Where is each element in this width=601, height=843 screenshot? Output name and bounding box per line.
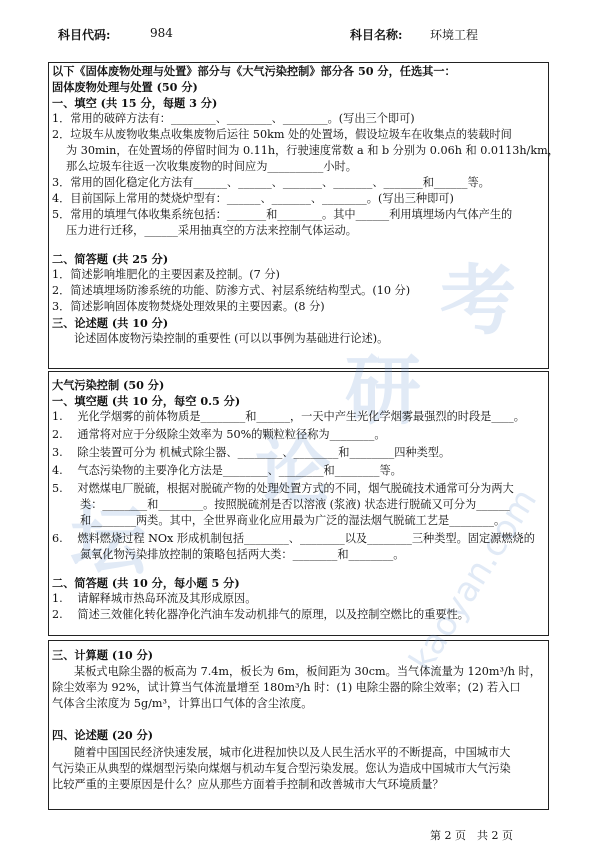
- watermark-char: 坛: [70, 496, 146, 585]
- air-pollution-title: 大气污染控制 (50 分): [52, 378, 165, 392]
- air-fill-q2: 2. 通常将对应于分级除尘效率为 50%的颗粒粒径称为________。: [52, 428, 386, 441]
- solid-short-q3: 3．简述影响固体废物焚烧处理效果的主要因素。(8 分): [52, 300, 325, 313]
- calc-line1: 某板式电除尘器的板高为 7.4m，板长为 6m，板间距为 30cm。当气体流量为 120m³/h 时，: [74, 665, 541, 678]
- air-essay-heading: 四、论述题 (20 分): [52, 728, 154, 742]
- exam-header: [0, 26, 601, 46]
- air-fill-q5-line2: 类：________和________。按照脱硫剂是否以溶液 (浆液) 状态进行脱硫又可分为______: [80, 498, 510, 511]
- air-fill-q6-line1: 6. 燃料燃烧过程 NOx 形成机制包括________、________以及________三种类型。固定源燃烧的: [52, 532, 535, 545]
- calc-line2: 除尘效率为 92%，试计算当气体流量增至 180m³/h 时：(1) 电除尘器的除尘效率；(2) 若入口: [52, 681, 521, 694]
- air-essay-line3: 比较严重的主要原因是什么？应从那些方面着手控制和改善城市大气环境质量？: [52, 778, 444, 791]
- calc-heading: 三、计算题 (10 分): [52, 648, 154, 662]
- solid-waste-title: 固体废物处理与处置 (50 分): [52, 80, 198, 94]
- page-number: 第 2 页 共 2 页: [430, 829, 513, 842]
- solid-fill-q4: 4．目前国际上常用的焚烧炉型有：______、_______、________。(写出三种即可): [52, 192, 454, 205]
- solid-fill-heading: 一、填空 (共 15 分，每题 3 分): [52, 96, 218, 110]
- subject-code-value: 984: [150, 26, 173, 40]
- air-short-heading: 二、简答题 (共 10 分，每小题 5 分): [52, 576, 240, 590]
- watermark-char: 研: [345, 346, 421, 435]
- solid-fill-q1: 1．常用的破碎方法有：________、________、________。(写出三个即可): [52, 112, 415, 125]
- air-essay-line1: 随着中国国民经济快速发展，城市化进程加快以及人民生活水平的不断提高，中国城市大: [74, 746, 511, 759]
- air-fill-q5-line3: 和________两类。其中，全世界商业化应用最为广泛的湿法烟气脱硫工艺是________。: [80, 514, 506, 527]
- calc-line3: 气体含尘浓度为 5g/m³，计算出口气体的含尘浓度。: [52, 697, 313, 710]
- air-essay-line2: 气污染正从典型的煤烟型污染向煤烟与机动车复合型污染发展。您认为造成中国城市大气污染: [52, 762, 511, 775]
- subject-name-label: 科目名称:: [350, 28, 403, 42]
- air-fill-q6-line2: 氮氧化物污染排放控制的策略包括两大类：________和________。: [80, 548, 405, 561]
- watermark-char: 考: [440, 256, 516, 345]
- solid-fill-q5-line1: 5．常用的填埋气体收集系统包括：_______和________。其中______利用填埋场内气体产生的: [52, 208, 513, 221]
- solid-short-q2: 2．简述填埋场防渗系统的功能、防渗方式、衬层系统结构型式。(10 分): [52, 284, 411, 297]
- subject-name-value: 环境工程: [430, 28, 479, 42]
- air-fill-q5-line1: 5. 对燃煤电厂脱硫，根据对脱硫产物的处理处置方式的不同，烟气脱硫技术通常可分为两大: [52, 482, 514, 495]
- solid-essay-text: 论述固体废物污染控制的重要性 (可以以事例为基础进行论述)。: [74, 332, 389, 345]
- solid-fill-q5-line2: 压力进行迁移，______采用抽真空的方法来控制气体运动。: [66, 224, 357, 237]
- solid-essay-heading: 三、论述题 (共 10 分): [52, 316, 169, 330]
- air-fill-q4: 4. 气态污染物的主要净化方法是________、________和________等。: [52, 464, 402, 477]
- watermark-text: kaoyan.com: [401, 481, 546, 679]
- solid-short-q1: 1．简述影响堆肥化的主要因素及控制。(7 分): [52, 268, 280, 281]
- solid-fill-q2-line2: 为 30min，在处置场的停留时间为 0.11h，行驶速度常数 a 和 b 分别为 0.06h 和 0.0113h/km，: [66, 144, 559, 157]
- air-fill-heading: 一、填空题 (共 10 分，每空 0.5 分): [52, 394, 241, 408]
- solid-short-heading: 二、简答题 (共 25 分): [52, 252, 169, 266]
- watermark-char: 论: [255, 426, 331, 515]
- intro-instruction: 以下《固体废物处理与处置》部分与《大气污染控制》部分各 50 分，任选其一：: [52, 64, 456, 78]
- solid-fill-q2-line3: 那么垃圾车往返一次收集废物的时间应为__________小时。: [66, 160, 357, 173]
- air-fill-q1: 1. 光化学烟雾的前体物质是________和______，一天中产生光化学烟雾最强烈的时段是____。: [52, 410, 525, 423]
- solid-fill-q2-line1: 2．垃圾车从废物收集点收集废物后运往 50km 处的处置场，假设垃圾车在收集点的装载时间: [52, 128, 512, 141]
- solid-fill-q3: 3．常用的固化稳定化方法有______、______、_______、_______、_______和______等。: [52, 176, 490, 189]
- air-short-q1: 1. 请解释城市热岛环流及其形成原因。: [52, 592, 257, 605]
- subject-code-label: 科目代码:: [58, 28, 111, 42]
- air-fill-q3: 3. 除尘装置可分为 机械式除尘器、________、________和________四种类型。: [52, 446, 451, 459]
- air-short-q2: 2. 简述三效催化转化器净化汽油车发动机排气的原理，以及控制空燃比的重要性。: [52, 608, 469, 621]
